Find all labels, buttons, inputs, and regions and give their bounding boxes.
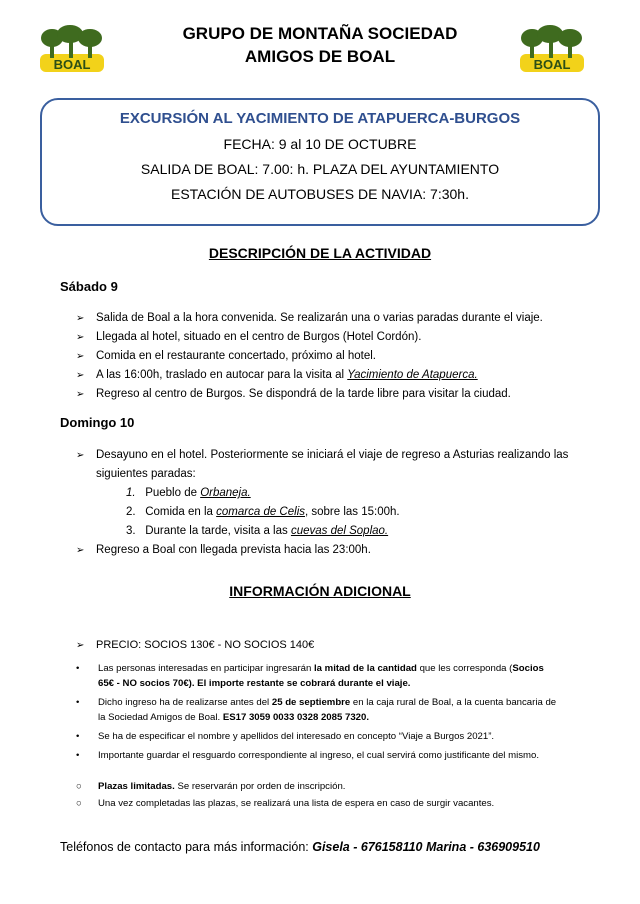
celis-link[interactable]: comarca de Celis	[216, 506, 305, 518]
places-bullets	[76, 779, 596, 811]
description-heading: DESCRIPCIÓN DE LA ACTIVIDAD	[208, 245, 432, 261]
arrow-bullet-icon: ➢	[76, 389, 85, 400]
event-date: FECHA: 9 al 10 DE OCTUBRE	[223, 136, 417, 152]
list-item: ○ Una vez completadas las plazas, se realizará una lista de espera en caso de surgir vacantes.	[76, 798, 495, 809]
day1-list	[76, 309, 596, 404]
svg-text:BOAL: BOAL	[53, 57, 91, 72]
stops-list	[96, 484, 596, 541]
title-line-2: AMIGOS DE BOAL	[244, 47, 396, 66]
soplao-link[interactable]: cuevas del Soplao.	[290, 525, 389, 537]
list-item: ➢ A las 16:00h, traslado en autocar para la visita al Yacimiento de Atapuerca.	[76, 366, 596, 385]
arrow-bullet-icon: ➢	[76, 351, 85, 362]
list-item: • Se ha de especificar el nombre y apellidos del interesado en concepto “Viaje a Burgos 2021”.	[76, 731, 495, 742]
arrow-bullet-icon: ➢	[76, 640, 85, 651]
info-heading: INFORMACIÓN ADICIONAL	[229, 583, 411, 599]
event-box	[40, 98, 600, 226]
price-list	[76, 636, 596, 655]
list-item: ➢ Regreso a Boal con llegada prevista hacia las 23:00h.	[76, 541, 596, 560]
svg-text:BOAL: BOAL	[533, 57, 571, 72]
arrow-bullet-icon: ➢	[76, 545, 85, 556]
circle-bullet-icon: ○	[76, 798, 82, 809]
circle-bullet-icon: ○	[76, 781, 82, 792]
event-departure: SALIDA DE BOAL: 7.00: h. PLAZA DEL AYUNTAMIENTO	[140, 161, 500, 177]
day2-list	[76, 446, 596, 560]
list-item: ➢ Regreso al centro de Burgos. Se dispondrá de la tarde libre para visitar la ciudad.	[76, 385, 596, 404]
bullet-icon: •	[76, 750, 80, 761]
bullet-icon: •	[76, 663, 80, 674]
arrow-bullet-icon: ➢	[76, 450, 85, 461]
list-item: • Importante guardar el resguardo correspondiente al ingreso, el cual servirá como justificante del mismo.	[76, 750, 539, 761]
list-item: ➢ Comida en el restaurante concertado, próximo al hotel.	[76, 347, 596, 366]
event-title: EXCURSIÓN AL YACIMIENTO DE ATAPUERCA-BURGOS	[119, 110, 521, 127]
day2-label: Domingo 10	[60, 415, 135, 430]
arrow-bullet-icon: ➢	[76, 332, 85, 343]
list-item: ○ Plazas limitadas. Se reservarán por orden de inscripción.	[76, 781, 346, 792]
page-title	[0, 22, 640, 68]
event-station: ESTACIÓN DE AUTOBUSES DE NAVIA: 7:30h.	[171, 186, 469, 202]
contact-phones: Gisela - 676158110 Marina - 636909510	[312, 840, 540, 854]
contact-line: Teléfonos de contacto para más información: Gisela - 676158110 Marina - 636909510	[60, 840, 540, 854]
stop-item: 3. Durante la tarde, visita a las cuevas del Soplao.	[126, 525, 389, 537]
arrow-bullet-icon: ➢	[76, 370, 85, 381]
list-item: ➢ Llegada al hotel, situado en el centro de Burgos (Hotel Cordón).	[76, 328, 596, 347]
orbaneja-link[interactable]: Orbaneja.	[200, 487, 251, 499]
stop-item: 1. Pueblo de Orbaneja.	[126, 487, 251, 499]
arrow-bullet-icon: ➢	[76, 313, 85, 324]
list-item: ➢ Salida de Boal a la hora convenida. Se realizarán una o varias paradas durante el viaje.	[76, 309, 596, 328]
list-item: • Las personas interesadas en participar ingresarán la mitad de la cantidad que les corresponda (Socios 65€ - NO socios 70€). El importe restante se cobrará durante el viaje.	[76, 663, 544, 689]
yacimiento-link[interactable]: Yacimiento de Atapuerca.	[347, 369, 478, 381]
day1-label: Sábado 9	[60, 279, 118, 294]
bullet-icon: •	[76, 731, 80, 742]
list-item: ➢ PRECIO: SOCIOS 130€ - NO SOCIOS 140€	[76, 636, 596, 655]
bullet-icon: •	[76, 697, 80, 708]
info-bullets	[76, 661, 596, 763]
list-item: ➢ Desayuno en el hotel. Posteriormente se iniciará el viaje de regreso a Asturias realizando las siguientes paradas: 1. Pueblo de Orbaneja. 2. Comida en la comarca de Celis, sobre las 15:00h. 3. Durante la tarde, visita a las cuevas del Soplao.	[76, 446, 596, 541]
title-line-1: GRUPO DE MONTAÑA SOCIEDAD	[182, 24, 458, 43]
stop-item: 2. Comida en la comarca de Celis, sobre las 15:00h.	[126, 506, 400, 518]
list-item: • Dicho ingreso ha de realizarse antes del 25 de septiembre en la caja rural de Boal, a la cuenta bancaria de la Sociedad Amigos de Boal. ES17 3059 0033 0328 2085 7320.	[76, 697, 557, 723]
